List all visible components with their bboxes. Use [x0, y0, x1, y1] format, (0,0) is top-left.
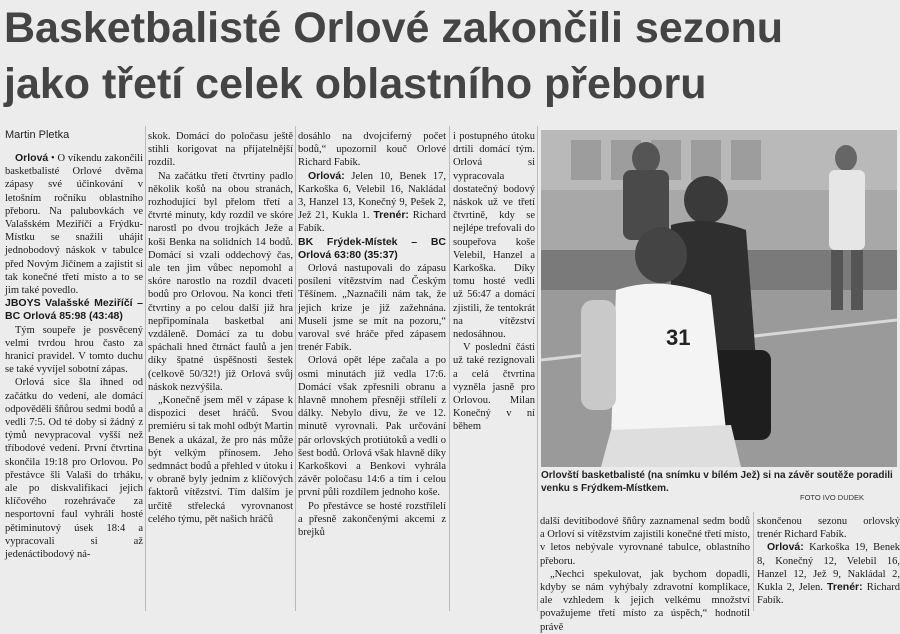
headline — [4, 0, 896, 112]
column-divider — [537, 126, 538, 611]
paragraph-text: Orlová nastupovali do zápasu posíleni vítězstvím nad Českým Těšínem. „Naznačili nám tak, že jejich krize je již zažehnána. Museli jsme se mít na pozoru,“ varoval své hráče před zápasem trenér Fabík. — [298, 263, 446, 354]
article-paragraph — [757, 541, 900, 607]
article-paragraph — [453, 341, 535, 433]
article-paragraph — [757, 515, 900, 541]
paragraph-text: Jelen 10, Benek 17, Karkoška 6, Velebil 16, Nakládal 3, Hanzel 13, Konečný 9, Pešek 2, Jež 21, Kukla 1. — [298, 170, 446, 222]
paragraph-text: skončenou sezonu orlovský trenér Richard Fabík. — [757, 516, 900, 541]
bold-lead: Trenér: — [373, 209, 409, 222]
paragraph-text: Orlová sice šla ihned od začátku do vedení, ale domácí odpověděli šňůrou sedmi bodů a vedli 7:5. Od té doby si žádný z týmů nevypracoval vyšší než tříbodové vedení. První čtvrtina skončila 19:18 pro Orlovou. Po přestávce šli Valaši do trháku, ale po diskvalifikaci jejich klíčového rozehrávače za nesportovní faul vyhráli hosté pětiminutový úsek 18:4 a vypracovali si až jedenáctibodový ná- — [5, 377, 143, 561]
paragraph-text: i postupného útoku drtili domácí tým. Orlová si vypracovala dostatečný bodový náskok už ve třetí čtvrtině, kdy se nejlépe trefovali do soupeřova koše Velebil, Hanzel a Karkoška. Díky tomu hosté vedli už 56:47 a domácí zjistili, že tentokrát na vítězství nedosáhnou. — [453, 131, 535, 341]
headline-line-1: Basketbalisté Orlové zakončili sezonu — [4, 4, 784, 52]
article-paragraph — [298, 354, 446, 499]
bold-lead: Orlová: — [767, 541, 804, 554]
article-paragraph — [5, 152, 143, 297]
byline: Martin Pletka — [5, 129, 70, 141]
column-divider — [753, 512, 754, 611]
article-paragraph — [453, 130, 535, 341]
article-paragraph — [298, 262, 446, 354]
article-column-3 — [298, 130, 446, 611]
paragraph-text: Na začátku třetí čtvrtiny padlo několik košů na obou stranách, rozhodující byl přelom třetí a čtvrté minuty, kdy rozdíl ve skóre narostl po dvou trojkách Ježe a koši Benka na solidních 14 bodů. Domácí si vzali oddechový čas, ale ten jim vůbec nepomohl a skóre narostlo na rozdíl dvaceti bodů pro Orlovou. Na konci třetí čtvrtiny a po celou další již hra nepřipomínala basketbal ani vzdáleně. Domácí za tu dobu spáchali hned čtrnáct faulů a jen díky špatné úspěšnosti šestek (celkově 50/32!) již Orlová svůj náskok nezvýšila. — [148, 170, 293, 393]
article-paragraph — [148, 394, 293, 526]
article-column-4 — [453, 130, 535, 611]
result-heading-text: JBOYS Valašské Meziříčí – BC Orlová 85:98 (43:48) — [5, 297, 143, 323]
column-divider — [145, 126, 146, 611]
jersey-number: 31 — [666, 325, 691, 350]
article-paragraph — [540, 568, 750, 634]
article-column-1 — [5, 152, 143, 611]
paragraph-text: Karkoška 19, Benek 8, Konečný 12, Velebil 16, Hanzel 12, Jež 9, Nakládal 2, Kukla 2, Jelen. — [757, 542, 900, 594]
article-paragraph — [148, 130, 293, 170]
article-column-2 — [148, 130, 293, 611]
paragraph-text: Orlová opět lépe začala a po osmi minutách již vedla 17:6. Domácí však zpřesnili obranu a hlavně mnohem přesněji střílelí z dálky. Nebylo divu, že ve 12. minutě vyrovnali. Pak určování pár orlovských protiútoků a vedli o šest bodů. Orlová však hlavně díky Karkoškovi a Benkovi vyhrála závěr poločasu 14:6 a tím i celou první půli rozdílem jednoho koše. — [298, 355, 446, 499]
paragraph-text: Po přestávce se hosté rozstřílelí a přesně zakončenými akcemi z brejků — [298, 500, 446, 539]
paragraph-text: • O víkendu zakončili basketbalisté Orlové dvěma zápasy své účinkování v letošním ročníku oblastního přeboru. Na palubovkách ve Valašském Meziříčí a Frýdku-Místku se snažili uhájit jednobodový náskok v tabulce před Novým Jičínem a zajistit si tak konečné třetí místo a to se jim také povedlo. — [5, 153, 143, 297]
paragraph-text: „Konečně jsem měl v zápase k dispozici deset hráčů. Svou premiéru si tak mohl odbýt Martin Benek a ukázal, že pro nás může být velkým přínosem. Jeho sedmnáct bodů a přehled v útoku i v obraně byly jedním z klíčových faktorů vítězství. Tím dalším je určitě střelecká vyrovnanost celého týmu, pět našich hráčů — [148, 395, 293, 525]
paragraph-text: V poslední části už také rezignovali a celá čtvrtina vyzněla jasně pro Orlovou. Milan Konečný v ní během — [453, 342, 535, 433]
paragraph-text: „Nechci spekulovat, jak bychom dopadli, kdyby se nám vyhýbaly zdravotní komplikace, ale vzhledem k jejich velkému množství považujeme třetí místo za úspěch,“ hodnotil právě — [540, 568, 750, 633]
paragraph-text: Richard Fabík. — [298, 210, 446, 235]
article-column-5 — [540, 515, 750, 633]
paragraph-text: Tým soupeře je posvěcený velmi tvrdou hrou často za hranicí pravidel. V tomto duchu se také vyvíjel sobotní zápas. — [5, 324, 143, 376]
photo-caption: Orlovští basketbalisté (na snímku v bílém Jež) si na závěr soutěže poradili venku s Frýdkem-Místkem. — [541, 470, 893, 494]
paragraph-text: Richard Fabík. — [757, 582, 900, 607]
bold-lead: Orlová: — [308, 169, 345, 182]
result-heading — [298, 236, 446, 262]
article-paragraph — [298, 500, 446, 540]
article-paragraph — [5, 376, 143, 561]
result-heading — [5, 297, 143, 323]
paragraph-text: dosáhlo na dvojciferný počet bodů,“ upozornil kouč Orlové Richard Fabík. — [298, 131, 446, 169]
result-heading-text: BK Frýdek-Místek – BC Orlová 63:80 (35:37) — [298, 235, 446, 261]
bold-lead: Trenér: — [827, 581, 863, 594]
article-paragraph — [540, 515, 750, 568]
basketball-photo-illustration — [541, 130, 897, 467]
article-paragraph — [298, 170, 446, 236]
column-divider — [295, 126, 296, 611]
column-divider — [449, 126, 450, 611]
article-column-6 — [757, 515, 900, 611]
article-paragraph — [148, 170, 293, 394]
basketball-photo — [541, 130, 897, 467]
article-paragraph — [298, 130, 446, 170]
bold-lead: Orlová — [15, 152, 49, 164]
article-paragraph — [5, 324, 143, 377]
paragraph-text: skok. Domácí do poločasu ještě stihli korigovat na příjatelnější rozdíl. — [148, 131, 293, 169]
headline-line-2: jako třetí celek oblastního přeboru — [4, 60, 707, 108]
photo-credit: FOTO IVO DUDEK — [800, 493, 865, 502]
paragraph-text: další devítibodové šňůry zaznamenal sedm bodů a Orloví si vítězstvím zajistili konečné třetí místo, v letos nebývale vyrovnané tabulce, oblastního přeboru. — [540, 516, 750, 567]
